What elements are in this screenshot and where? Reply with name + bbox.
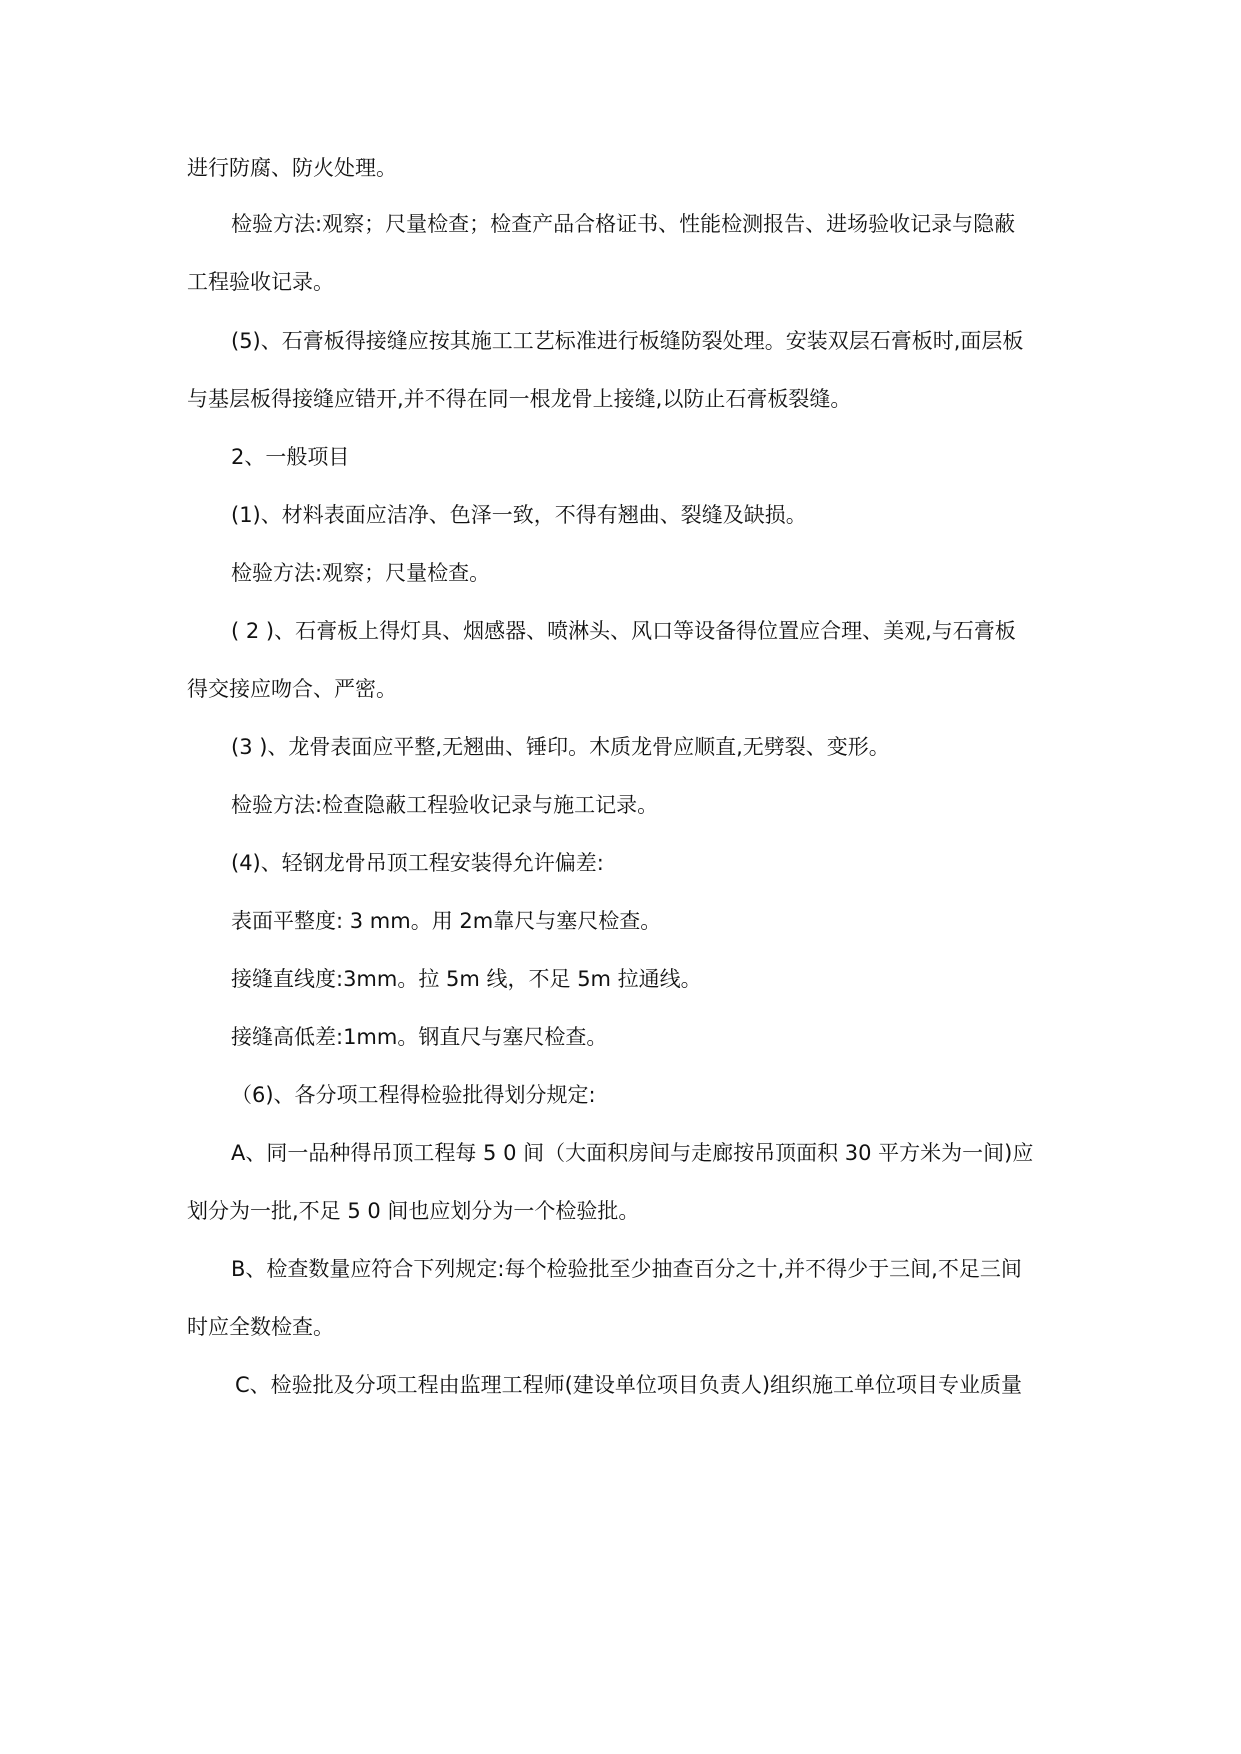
paragraph-line: 检验方法:检查隐蔽工程验收记录与施工记录。 bbox=[231, 793, 659, 817]
paragraph-line: C、检验批及分项工程由监理工程师(建设单位项目负责人)组织施工单位项目专业质量 bbox=[235, 1373, 1023, 1397]
paragraph-line: 时应全数检查。 bbox=[187, 1315, 334, 1339]
paragraph-line: A、同一品种得吊顶工程每 5 0 间（大面积房间与走廊按吊顶面积 30 平方米为一间)应 bbox=[231, 1141, 1034, 1165]
paragraph-line: 接缝高低差:1mm。钢直尺与塞尺检查。 bbox=[231, 1025, 608, 1049]
paragraph-line: 检验方法:观察；尺量检查；检查产品合格证书、性能检测报告、进场验收记录与隐蔽 bbox=[231, 212, 1016, 236]
paragraph-line: ( 2 )、石膏板上得灯具、烟感器、喷淋头、风口等设备得位置应合理、美观,与石膏板 bbox=[231, 619, 1016, 643]
paragraph-line: 检验方法:观察；尺量检查。 bbox=[231, 561, 491, 585]
paragraph-line: 得交接应吻合、严密。 bbox=[187, 677, 397, 701]
paragraph-line: 与基层板得接缝应错开,并不得在同一根龙骨上接缝,以防止石膏板裂缝。 bbox=[187, 387, 852, 411]
paragraph-line: （6)、各分项工程得检验批得划分规定: bbox=[231, 1083, 596, 1107]
paragraph-line: 工程验收记录。 bbox=[187, 270, 334, 294]
paragraph-line: (4)、轻钢龙骨吊顶工程安装得允许偏差: bbox=[231, 851, 604, 875]
paragraph-line: (1)、材料表面应洁净、色泽一致，不得有翘曲、裂缝及缺损。 bbox=[231, 503, 807, 527]
paragraph-line: 接缝直线度:3mm。拉 5m 线，不足 5m 拉通线。 bbox=[231, 967, 702, 991]
paragraph-line: B、检查数量应符合下列规定:每个检验批至少抽查百分之十,并不得少于三间,不足三间 bbox=[231, 1257, 1022, 1281]
paragraph-line: 进行防腐、防火处理。 bbox=[187, 156, 397, 180]
paragraph-line: (5)、石膏板得接缝应按其施工工艺标准进行板缝防裂处理。安装双层石膏板时,面层板 bbox=[231, 329, 1024, 353]
section-heading: 2、一般项目 bbox=[231, 445, 350, 469]
paragraph-line: 表面平整度: 3 mm。用 2m靠尺与塞尺检查。 bbox=[231, 909, 662, 933]
paragraph-line: 划分为一批,不足 5 0 间也应划分为一个检验批。 bbox=[187, 1199, 640, 1223]
paragraph-line: (3 )、龙骨表面应平整,无翘曲、锤印。木质龙骨应顺直,无劈裂、变形。 bbox=[231, 735, 890, 759]
